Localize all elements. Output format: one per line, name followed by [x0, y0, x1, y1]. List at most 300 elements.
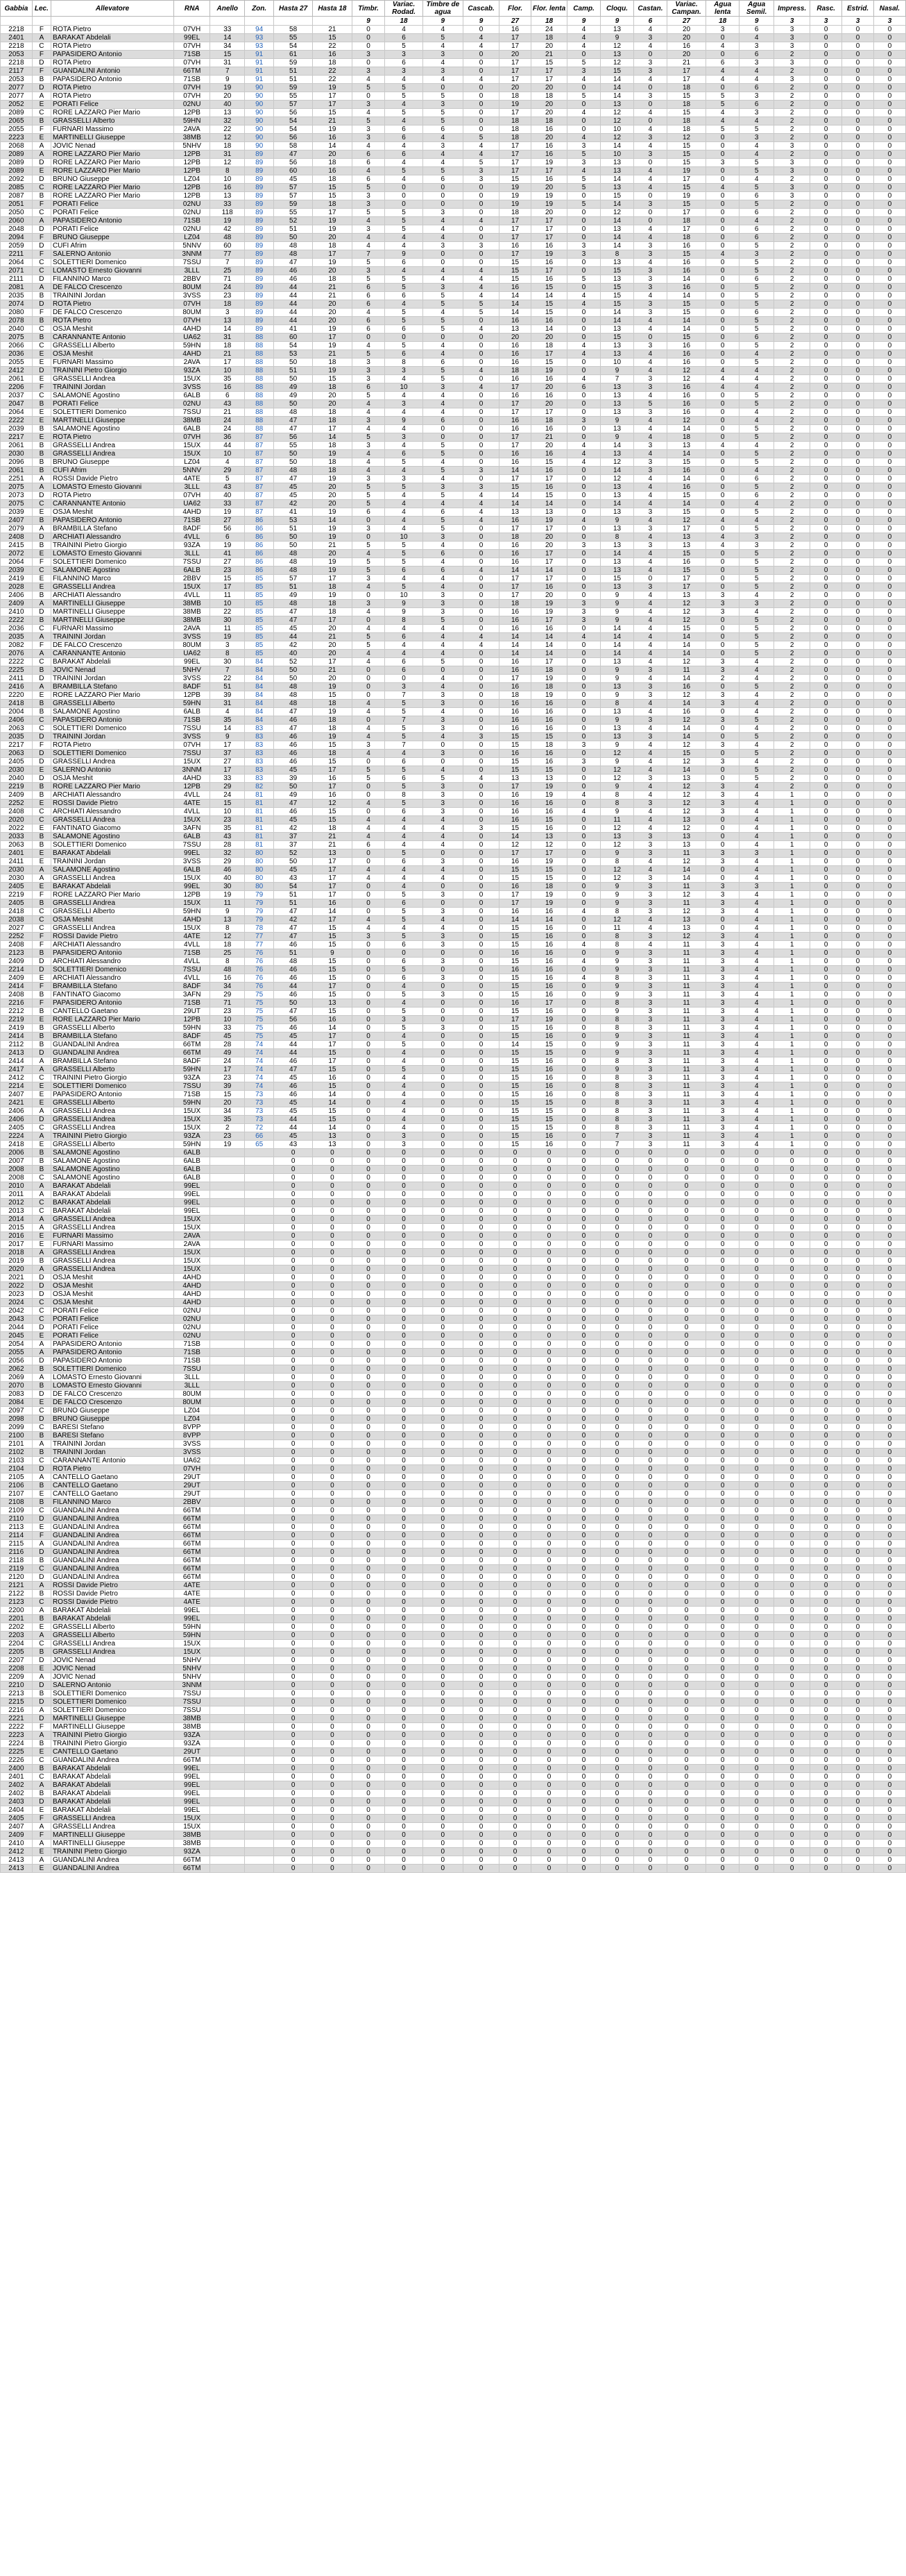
- table-cell: 2: [210, 1124, 245, 1132]
- table-cell: 80: [245, 874, 274, 883]
- table-cell: 0: [463, 675, 499, 683]
- table-cell: [245, 1265, 274, 1274]
- table-cell: 0: [873, 34, 905, 42]
- table-cell: 2: [774, 475, 810, 483]
- table-cell: 6ALB: [174, 708, 210, 716]
- table-cell: 0: [385, 1523, 422, 1532]
- table-cell: 4: [385, 508, 422, 517]
- table-cell: 2063: [1, 725, 33, 733]
- table-cell: 0: [313, 1340, 352, 1349]
- table-cell: 5: [422, 300, 463, 309]
- table-cell: 71SB: [174, 949, 210, 958]
- table-cell: 15: [313, 741, 352, 750]
- table-cell: 17: [313, 334, 352, 342]
- table-cell: 0: [352, 1066, 385, 1074]
- table-cell: 07VH: [174, 59, 210, 67]
- table-cell: 0: [810, 708, 842, 716]
- table-row: [1, 999, 906, 1008]
- table-cell: [245, 1349, 274, 1357]
- table-cell: 2401: [1, 34, 33, 42]
- table-cell: 0: [706, 1324, 740, 1332]
- table-cell: 0: [567, 1507, 601, 1515]
- table-cell: 16: [499, 542, 531, 550]
- table-cell: 2061: [1, 467, 33, 475]
- table-cell: 0: [740, 1207, 774, 1216]
- table-cell: 2: [774, 342, 810, 350]
- table-cell: 0: [667, 1582, 706, 1590]
- table-cell: 3: [633, 1082, 667, 1091]
- table-cell: 0: [567, 475, 601, 483]
- table-cell: 0: [706, 866, 740, 874]
- table-cell: 4: [567, 808, 601, 816]
- table-cell: 0: [740, 1498, 774, 1507]
- table-cell: 0: [774, 1224, 810, 1232]
- table-cell: 0: [567, 1016, 601, 1024]
- table-cell: 0: [463, 209, 499, 217]
- table-cell: [210, 1548, 245, 1557]
- table-cell: 0: [352, 1665, 385, 1673]
- table-cell: 12: [601, 458, 634, 467]
- table-cell: 0: [842, 234, 874, 242]
- table-cell: 0: [774, 1665, 810, 1673]
- table-cell: 0: [531, 1174, 567, 1182]
- table-cell: 51: [273, 899, 312, 908]
- table-row: [1, 958, 906, 966]
- table-cell: 0: [873, 1374, 905, 1382]
- table-cell: 6ALB: [174, 392, 210, 400]
- table-cell: FANTINATO Giacomo: [51, 824, 173, 833]
- table-cell: 0: [810, 583, 842, 591]
- table-cell: 0: [463, 1357, 499, 1365]
- table-cell: 0: [706, 1274, 740, 1282]
- table-cell: 4: [633, 42, 667, 51]
- table-cell: 5: [422, 517, 463, 525]
- table-cell: ROTA Pietro: [51, 42, 173, 51]
- table-cell: 17: [313, 874, 352, 883]
- table-cell: C: [32, 1299, 51, 1307]
- table-cell: 0: [633, 1548, 667, 1557]
- table-cell: 0: [567, 1615, 601, 1623]
- table-cell: 9: [601, 1008, 634, 1016]
- table-cell: 2045: [1, 1332, 33, 1340]
- table-cell: 0: [842, 200, 874, 209]
- table-cell: 4: [740, 375, 774, 383]
- table-cell: 6: [740, 334, 774, 342]
- table-cell: 4: [422, 683, 463, 691]
- table-cell: 0: [385, 1390, 422, 1399]
- table-cell: FURNARI Massimo: [51, 358, 173, 367]
- table-cell: 16: [499, 700, 531, 708]
- table-cell: 20: [313, 400, 352, 408]
- table-cell: 1: [774, 991, 810, 999]
- table-cell: 9: [601, 1066, 634, 1074]
- table-cell: 11: [667, 1091, 706, 1099]
- table-cell: 15: [667, 250, 706, 259]
- table-cell: 40: [273, 650, 312, 658]
- table-cell: 0: [842, 167, 874, 175]
- table-cell: 0: [810, 1390, 842, 1399]
- table-cell: 4AHD: [174, 916, 210, 924]
- table-cell: 6: [740, 209, 774, 217]
- table-cell: 0: [810, 891, 842, 899]
- table-cell: 15: [499, 1082, 531, 1091]
- table-cell: 15UX: [174, 874, 210, 883]
- table-cell: 15: [313, 941, 352, 949]
- table-cell: 5: [740, 525, 774, 533]
- table-cell: 83: [245, 741, 274, 750]
- table-cell: [245, 1315, 274, 1324]
- table-cell: 27: [210, 758, 245, 766]
- table-cell: 0: [873, 558, 905, 567]
- table-cell: 2007: [1, 1157, 33, 1166]
- table-cell: 7: [385, 741, 422, 750]
- table-cell: 15: [313, 184, 352, 192]
- table-cell: 0: [706, 1166, 740, 1174]
- table-cell: 15: [313, 1116, 352, 1124]
- table-cell: 2207: [1, 1657, 33, 1665]
- table-cell: 0: [873, 1082, 905, 1091]
- table-cell: 9: [601, 616, 634, 625]
- table-cell: 6: [422, 417, 463, 425]
- table-cell: C: [32, 625, 51, 633]
- table-row: [1, 1382, 906, 1390]
- table-cell: 0: [740, 1216, 774, 1224]
- table-cell: 0: [774, 1399, 810, 1407]
- table-cell: 0: [842, 716, 874, 725]
- table-cell: 0: [706, 633, 740, 641]
- table-cell: 0: [531, 1290, 567, 1299]
- table-cell: 14: [667, 733, 706, 741]
- table-cell: 0: [873, 1265, 905, 1274]
- table-cell: 0: [810, 209, 842, 217]
- table-cell: A: [32, 1132, 51, 1141]
- table-cell: 17: [313, 858, 352, 866]
- table-cell: TRAININI Pietro Giorgio: [51, 1132, 173, 1141]
- table-cell: C: [32, 816, 51, 824]
- table-cell: 23: [210, 816, 245, 824]
- table-cell: 15: [499, 1107, 531, 1116]
- table-cell: 49: [273, 392, 312, 400]
- table-cell: 16: [313, 1074, 352, 1082]
- table-cell: 6ALB: [174, 1157, 210, 1166]
- table-cell: 0: [633, 117, 667, 126]
- table-cell: 0: [842, 1615, 874, 1623]
- table-cell: 0: [567, 858, 601, 866]
- table-cell: 0: [810, 1523, 842, 1532]
- column-header: Estrid.: [842, 1, 874, 17]
- table-cell: GUANDALINI Andrea: [51, 1565, 173, 1573]
- table-row: [1, 1274, 906, 1282]
- table-cell: 0: [810, 1357, 842, 1365]
- table-cell: 4: [352, 625, 385, 633]
- table-cell: 43: [273, 874, 312, 883]
- table-cell: 3VSS: [174, 633, 210, 641]
- table-cell: 0: [463, 666, 499, 675]
- table-cell: 89: [245, 292, 274, 300]
- table-cell: 0: [273, 1382, 312, 1390]
- table-row: [1, 542, 906, 550]
- table-cell: 5: [567, 275, 601, 284]
- table-cell: 0: [706, 1449, 740, 1457]
- table-cell: 0: [385, 1382, 422, 1390]
- table-cell: 5: [567, 200, 601, 209]
- table-cell: 5: [567, 92, 601, 101]
- table-cell: 2222: [1, 658, 33, 666]
- table-cell: 0: [810, 1049, 842, 1057]
- table-cell: [210, 1607, 245, 1615]
- table-cell: 0: [352, 1582, 385, 1590]
- table-cell: 13: [601, 167, 634, 175]
- table-cell: E: [32, 883, 51, 891]
- table-cell: 0: [842, 558, 874, 567]
- table-cell: RORE LAZZARO Pier Mario: [51, 167, 173, 175]
- table-cell: 0: [273, 1507, 312, 1515]
- table-cell: 0: [567, 966, 601, 974]
- table-cell: 5: [422, 367, 463, 375]
- table-cell: 2: [774, 67, 810, 76]
- table-cell: 4: [633, 616, 667, 625]
- table-cell: 20: [313, 392, 352, 400]
- table-cell: 0: [842, 1241, 874, 1249]
- table-cell: 5: [422, 450, 463, 458]
- table-cell: 0: [352, 1207, 385, 1216]
- table-cell: 0: [810, 1249, 842, 1257]
- table-cell: 49: [273, 591, 312, 600]
- table-cell: 1: [774, 1057, 810, 1066]
- table-cell: 7SSU: [174, 966, 210, 974]
- table-cell: 0: [567, 567, 601, 575]
- table-cell: 50: [273, 999, 312, 1008]
- table-cell: 0: [352, 908, 385, 916]
- table-cell: [210, 1166, 245, 1174]
- table-row: [1, 700, 906, 708]
- table-cell: 0: [873, 400, 905, 408]
- table-cell: 4: [740, 1132, 774, 1141]
- table-cell: 0: [463, 1399, 499, 1407]
- table-cell: 18: [313, 417, 352, 425]
- table-cell: D: [32, 242, 51, 250]
- table-cell: A: [32, 92, 51, 101]
- table-cell: 16: [499, 517, 531, 525]
- table-cell: 0: [810, 983, 842, 991]
- table-cell: 17: [499, 575, 531, 583]
- table-cell: 75: [245, 1008, 274, 1016]
- table-cell: 0: [352, 334, 385, 342]
- table-cell: 0: [352, 1082, 385, 1091]
- table-cell: 2053: [1, 51, 33, 59]
- table-cell: 7SSU: [174, 259, 210, 267]
- table-cell: 0: [567, 999, 601, 1008]
- table-cell: 6ALB: [174, 567, 210, 575]
- table-cell: 48: [273, 567, 312, 575]
- table-cell: 0: [601, 1498, 634, 1507]
- table-row: [1, 1424, 906, 1432]
- table-cell: 20: [531, 209, 567, 217]
- table-cell: 16: [499, 608, 531, 616]
- table-cell: 0: [531, 1424, 567, 1432]
- table-cell: [245, 1615, 274, 1623]
- table-row: [1, 150, 906, 159]
- table-cell: 16: [313, 167, 352, 175]
- table-cell: 3: [633, 1041, 667, 1049]
- table-cell: 2077: [1, 92, 33, 101]
- table-cell: 0: [810, 666, 842, 675]
- table-cell: 5: [740, 508, 774, 517]
- table-cell: 3VSS: [174, 1449, 210, 1457]
- table-cell: 87: [245, 475, 274, 483]
- table-cell: 2: [774, 275, 810, 284]
- table-cell: 0: [810, 1299, 842, 1307]
- table-cell: 0: [273, 1157, 312, 1166]
- table-cell: 0: [810, 1216, 842, 1224]
- table-cell: 5: [706, 92, 740, 101]
- table-cell: 18: [313, 608, 352, 616]
- table-cell: 0: [422, 259, 463, 267]
- table-cell: 6: [740, 309, 774, 317]
- table-cell: 4: [740, 824, 774, 833]
- table-cell: 14: [601, 84, 634, 92]
- table-cell: 0: [422, 1557, 463, 1565]
- table-cell: B: [32, 458, 51, 467]
- table-cell: 14: [499, 500, 531, 508]
- table-cell: BARAKAT Abdelali: [51, 1615, 173, 1623]
- table-cell: 14: [667, 275, 706, 284]
- table-cell: 0: [567, 309, 601, 317]
- table-cell: 0: [422, 1407, 463, 1415]
- table-cell: 35: [210, 375, 245, 383]
- table-cell: 2107: [1, 1490, 33, 1498]
- table-cell: 0: [706, 1648, 740, 1657]
- table-cell: 0: [463, 866, 499, 874]
- table-cell: 0: [499, 1657, 531, 1665]
- table-cell: 3: [352, 101, 385, 109]
- table-cell: 0: [463, 966, 499, 974]
- table-cell: 84: [245, 675, 274, 683]
- table-cell: 6: [422, 567, 463, 575]
- table-cell: 38MB: [174, 134, 210, 142]
- table-cell: 57: [273, 192, 312, 200]
- table-cell: 0: [810, 1332, 842, 1340]
- table-row: [1, 375, 906, 383]
- table-cell: 0: [567, 1640, 601, 1648]
- table-cell: 0: [463, 1041, 499, 1049]
- table-cell: [245, 1149, 274, 1157]
- table-cell: A: [32, 217, 51, 225]
- table-cell: 12: [601, 750, 634, 758]
- table-cell: 2004: [1, 708, 33, 716]
- table-cell: E: [32, 1232, 51, 1241]
- table-cell: 3: [422, 808, 463, 816]
- table-cell: 0: [633, 101, 667, 109]
- table-cell: [245, 1299, 274, 1307]
- table-cell: 0: [873, 1116, 905, 1124]
- table-cell: 0: [352, 59, 385, 67]
- table-cell: 0: [774, 1548, 810, 1557]
- table-row: [1, 716, 906, 725]
- table-cell: 0: [774, 1490, 810, 1498]
- table-cell: 0: [810, 1066, 842, 1074]
- table-cell: 5: [352, 433, 385, 442]
- table-cell: 0: [873, 966, 905, 974]
- table-cell: 0: [463, 1540, 499, 1548]
- table-cell: 17: [499, 899, 531, 908]
- table-cell: OSJA Meshit: [51, 350, 173, 358]
- table-cell: 60: [210, 242, 245, 250]
- table-cell: 0: [706, 209, 740, 217]
- table-cell: 3: [422, 67, 463, 76]
- table-cell: 16: [531, 700, 567, 708]
- table-cell: 0: [706, 1415, 740, 1424]
- table-cell: 46: [273, 758, 312, 766]
- table-cell: 0: [873, 142, 905, 150]
- table-cell: 16: [499, 342, 531, 350]
- table-cell: 0: [352, 999, 385, 1008]
- table-cell: 0: [810, 542, 842, 550]
- table-cell: 0: [313, 1565, 352, 1573]
- table-cell: 0: [873, 883, 905, 891]
- table-cell: 4: [422, 708, 463, 716]
- table-cell: 7: [601, 1141, 634, 1149]
- table-row: [1, 1265, 906, 1274]
- table-cell: 0: [633, 1665, 667, 1673]
- table-row: [1, 1540, 906, 1548]
- table-cell: 0: [873, 1207, 905, 1216]
- table-cell: 17: [313, 983, 352, 991]
- table-cell: 4: [385, 824, 422, 833]
- table-cell: 8ADF: [174, 1032, 210, 1041]
- table-cell: 2421: [1, 1099, 33, 1107]
- table-cell: 2219: [1, 783, 33, 791]
- table-cell: 0: [810, 117, 842, 126]
- table-cell: 4: [385, 392, 422, 400]
- table-cell: 0: [842, 908, 874, 916]
- table-cell: 0: [740, 1257, 774, 1265]
- table-cell: 0: [633, 1465, 667, 1473]
- table-cell: 14: [667, 425, 706, 433]
- table-cell: 0: [706, 1407, 740, 1415]
- table-cell: 0: [499, 1224, 531, 1232]
- table-row: [1, 908, 906, 916]
- table-cell: 0: [842, 425, 874, 433]
- table-cell: E: [32, 974, 51, 983]
- table-cell: 6: [740, 192, 774, 200]
- table-cell: LOMASTO Ernesto Giovanni: [51, 1374, 173, 1382]
- table-cell: 3: [706, 1024, 740, 1032]
- table-cell: 0: [873, 675, 905, 683]
- table-cell: 19: [313, 683, 352, 691]
- table-cell: 0: [740, 1424, 774, 1432]
- table-cell: SALAMONE Agostino: [51, 1174, 173, 1182]
- table-cell: 4: [740, 67, 774, 76]
- table-cell: 51: [273, 891, 312, 899]
- table-cell: 4: [422, 874, 463, 883]
- table-cell: 0: [842, 159, 874, 167]
- table-cell: 0: [463, 101, 499, 109]
- table-cell: 4: [740, 691, 774, 700]
- table-cell: 0: [463, 658, 499, 666]
- table-cell: 85: [245, 575, 274, 583]
- table-cell: 0: [842, 949, 874, 958]
- table-cell: 0: [842, 1182, 874, 1191]
- table-cell: 4: [740, 591, 774, 600]
- table-cell: 0: [774, 1365, 810, 1374]
- table-cell: 2089: [1, 150, 33, 159]
- header-row: [1, 1, 906, 17]
- table-row: [1, 966, 906, 974]
- table-cell: 55: [273, 442, 312, 450]
- table-cell: 80UM: [174, 309, 210, 317]
- table-cell: 0: [873, 1290, 905, 1299]
